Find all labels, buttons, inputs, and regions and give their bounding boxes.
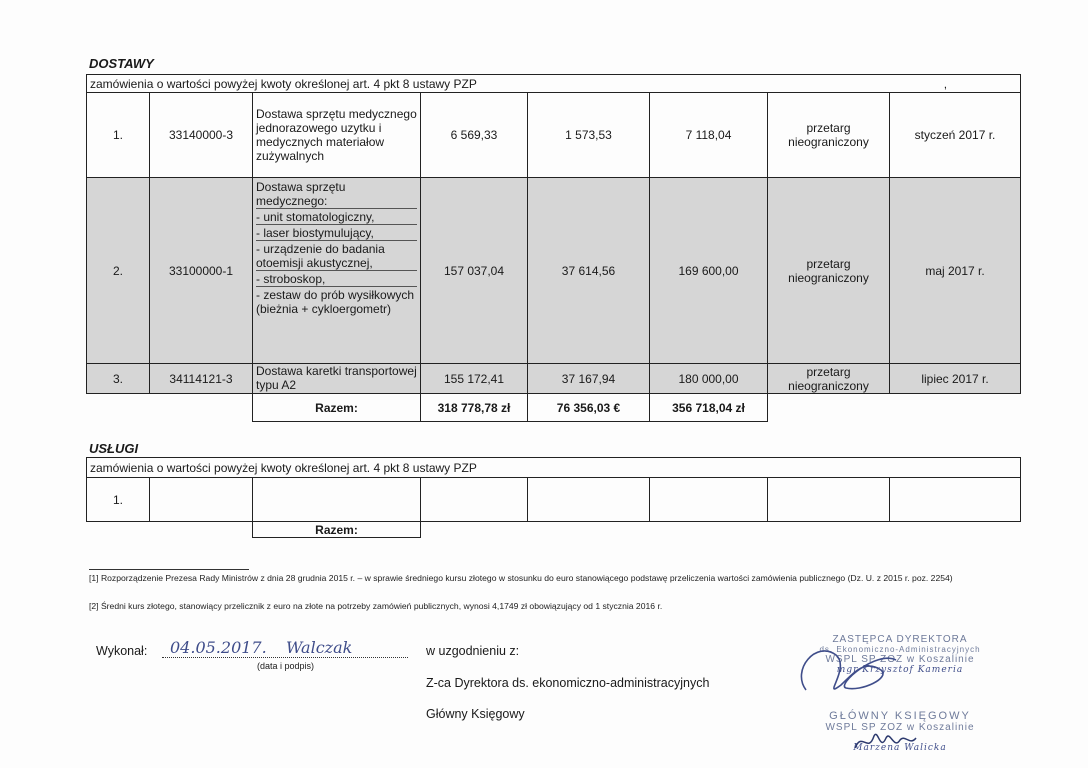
table-row	[87, 364, 1021, 394]
footnote-2: [2] Średni kurs złotego, stanowiący przelicznik z euro na złote na potrzeby zamówień publicznych, wynosi 4,1749 zł obowiązujący od 1 stycznia 2016 r.	[89, 601, 663, 611]
eur-value: 37 167,94	[528, 364, 650, 394]
signature-line	[162, 657, 408, 658]
stamp-line: ds. Ekonomiczno-Administracyjnych	[819, 645, 981, 654]
planned-date: lipiec 2017 r.	[890, 364, 1021, 394]
total-label: Razem:	[253, 394, 421, 422]
table-row	[87, 178, 1021, 364]
eur-value: 37 614,56	[528, 178, 650, 364]
row-number: 3.	[87, 364, 150, 394]
planned-date: styczeń 2017 r.	[890, 93, 1021, 178]
procurement-mode: przetarg nieograniczony	[768, 364, 890, 394]
deliveries-title: DOSTAWY	[89, 56, 154, 71]
description-cell	[253, 364, 421, 394]
chief-accountant-label: Główny Księgowy	[426, 707, 525, 721]
total-eur: 76 356,03 €	[528, 394, 650, 422]
cpv-code: 33100000-1	[150, 178, 253, 364]
net-value: 6 569,33	[421, 93, 528, 178]
prepared-date-handwriting: 04.05.2017.	[170, 638, 267, 657]
planned-date: maj 2017 r.	[890, 178, 1021, 364]
total-row	[87, 522, 1021, 538]
description-line: Dostawa sprzętu medycznego:	[256, 180, 417, 209]
description-cell	[253, 93, 421, 178]
net-value: 155 172,41	[421, 364, 528, 394]
gross-value: 180 000,00	[650, 364, 768, 394]
agreement-label: w uzgodnieniu z:	[426, 644, 520, 658]
deliveries-header-text: zamówienia o wartości powyżej kwoty określonej art. 4 pkt 8 ustawy PZP	[90, 76, 477, 91]
table-row	[87, 93, 1021, 178]
stamp-line: WSPL SP ZOZ w Koszalinie	[825, 654, 975, 665]
stamp-line: GŁÓWNY KSIĘGOWY	[829, 710, 971, 722]
stamp-line: ZASTĘPCA DYREKTORA	[832, 634, 968, 645]
total-row	[87, 394, 1021, 422]
deputy-signature-scribble	[786, 630, 906, 710]
footnote-1: [1] Rozporządzenie Prezesa Rady Ministrów z dnia 28 grudnia 2015 r. – w sprawie średniego kursu złotego w stosunku do euro stanowiącego podstawę przeliczenia wartości zamówienia publicznego (Dz. U. z 2015 r. poz. 2254)	[89, 573, 953, 583]
description-line: - unit stomatologiczny,	[256, 210, 417, 225]
services-title: USŁUGI	[89, 441, 139, 456]
deliveries-header-mark: ,	[943, 76, 948, 91]
eur-value: 1 573,53	[528, 93, 650, 178]
total-label: Razem:	[253, 522, 421, 538]
prepared-signature-handwriting: Walczak	[286, 638, 353, 657]
cpv-code: 33140000-3	[150, 93, 253, 178]
row-number: 1.	[87, 478, 150, 522]
gross-value: 169 600,00	[650, 178, 768, 364]
table-row	[87, 478, 1021, 522]
description-line: Dostawa karetki transportowej typu A2	[256, 364, 417, 392]
description-cell	[253, 178, 421, 364]
description-line: - zestaw do prób wysiłkowych (bieżnia + cykloergometr)	[256, 288, 415, 316]
deliveries-table	[86, 74, 1021, 422]
stamp-line: Marzena Walicka	[853, 743, 947, 753]
row-number: 2.	[87, 178, 150, 364]
deputy-director-label: Z-ca Dyrektora ds. ekonomiczno-administracyjnych	[426, 676, 710, 690]
procurement-mode: przetarg nieograniczony	[768, 93, 890, 178]
services-header-cell: zamówienia o wartości powyżej kwoty określonej art. 4 pkt 8 ustawy PZP	[87, 458, 1021, 478]
description-line: - stroboskop,	[256, 272, 417, 287]
description-line: - laser biostymulujący,	[256, 226, 417, 241]
accountant-signature-scribble	[850, 726, 920, 756]
stamp-line: WSPL SP ZOZ w Koszalinie	[825, 722, 975, 733]
total-net: 318 778,78 zł	[421, 394, 528, 422]
stamp-line: mgr Krzysztof Kameria	[836, 665, 964, 675]
total-gross: 356 718,04 zł	[650, 394, 768, 422]
procurement-mode: przetarg nieograniczony	[768, 178, 890, 364]
services-table	[86, 457, 1021, 538]
description-line: - urządzenie do badania otoemisji akustycznej,	[256, 242, 417, 271]
description-line: Dostawa sprzętu medycznego jednorazowego uzytku i medycznych materiałow zużywalnych	[256, 106, 417, 163]
prepared-label: Wykonał:	[96, 644, 148, 658]
cpv-code: 34114121-3	[150, 364, 253, 394]
row-number: 1.	[87, 93, 150, 178]
net-value: 157 037,04	[421, 178, 528, 364]
footnote-rule	[89, 569, 249, 570]
deliveries-header-cell	[87, 75, 1021, 93]
gross-value: 7 118,04	[650, 93, 768, 178]
date-sign-caption: (data i podpis)	[257, 661, 315, 671]
